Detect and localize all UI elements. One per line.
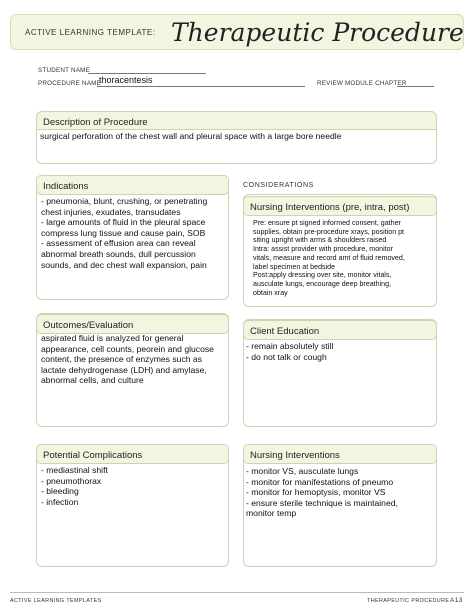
indications-list	[41, 196, 228, 270]
list-item: siting upright with arms & shoulders raised	[253, 236, 387, 245]
list-item: - remain absolutely still	[246, 341, 334, 351]
list-item: content, the presence of enzymes such as	[41, 354, 202, 365]
nursing-pre-heading-text: Nursing Interventions (pre, intra, post)	[250, 202, 410, 213]
template-prefix: ACTIVE LEARNING TEMPLATE:	[25, 28, 156, 37]
review-chapter-field[interactable]	[397, 86, 434, 87]
student-name-label: STUDENT NAME	[38, 67, 90, 74]
client-education-heading-text: Client Education	[250, 326, 320, 337]
nursing-interventions-list	[246, 466, 434, 519]
list-item: Pre: ensure pt signed informed consent, gather	[253, 219, 401, 227]
description-heading-text: Description of Procedure	[43, 117, 148, 128]
page-title: Therapeutic Procedure	[171, 18, 464, 47]
list-item: sounds, and dec chest wall expansion, pain	[41, 259, 207, 270]
list-item: vitals, measure and record amt of fluid removed,	[253, 253, 405, 262]
list-item: - monitor for manifestations of pneumo	[246, 476, 394, 487]
list-item: - pneumonia, blunt, crushing, or penetrating	[41, 196, 208, 206]
description-heading	[36, 111, 437, 130]
list-item: - monitor VS, ausculate lungs	[246, 466, 359, 476]
list-item: supplies, obtain pre-procedure xrays, position pt	[253, 227, 405, 236]
list-item: - do not talk or cough	[246, 351, 327, 362]
list-item: chest injuries, exudates, transudates	[41, 206, 181, 217]
outcomes-list	[41, 333, 228, 386]
complications-list	[41, 465, 228, 507]
footer-right: THERAPEUTIC PROCEDURE	[367, 598, 450, 604]
procedure-name-value: thoracentesis	[99, 75, 153, 85]
client-education-list	[246, 341, 434, 362]
review-chapter-label: REVIEW MODULE CHAPTER	[317, 80, 407, 87]
list-item: obtain xray	[253, 288, 288, 297]
indications-heading-text: Indications	[43, 181, 89, 192]
list-item: ausculate lungs, encourage deep breathing,	[253, 279, 392, 288]
description-text: surgical perforation of the chest wall and pleural space with a large bore needle	[40, 131, 342, 141]
page-number: A13	[450, 597, 463, 604]
nursing-pre-list	[253, 219, 435, 297]
procedure-name-label: PROCEDURE NAME	[38, 80, 101, 87]
nursing-interventions-heading-text: Nursing Interventions	[250, 450, 340, 461]
outcomes-heading-text: Outcomes/Evaluation	[43, 320, 134, 331]
footer-left: ACTIVE LEARNING TEMPLATES	[10, 598, 102, 604]
list-item: - large amounts of fluid in the pleural space	[41, 217, 206, 228]
list-item: - monitor for hemoptysis, monitor VS	[246, 487, 386, 498]
header-bar	[10, 14, 464, 50]
list-item: - ensure sterile technique is maintained,	[246, 497, 398, 508]
list-item: - bleeding	[41, 486, 79, 497]
list-item: Intra: assist provider with procedure, monitor	[253, 245, 393, 254]
indications-heading	[36, 175, 229, 195]
procedure-name-field[interactable]	[97, 86, 305, 87]
list-item: - pneumothorax	[41, 475, 102, 486]
nursing-pre-heading	[243, 196, 437, 216]
list-item: abnormal cells, and culture	[41, 375, 144, 386]
list-item: - infection	[41, 496, 79, 507]
list-item: abnormal breath sounds, dull percussion	[41, 248, 196, 259]
complications-heading	[36, 444, 229, 464]
list-item: compress lung tissue and cause pain, SOB	[41, 227, 206, 238]
list-item: monitor temp	[246, 508, 297, 519]
list-item: lactate dehydrogenase (LDH) and amylase,	[41, 364, 207, 375]
list-item: label specimen at bedside	[253, 262, 336, 271]
complications-heading-text: Potential Complications	[43, 450, 143, 461]
list-item: appearance, cell counts, peorein and glucose	[41, 343, 214, 354]
outcomes-heading	[36, 314, 229, 334]
client-education-heading	[243, 320, 437, 340]
student-name-field[interactable]	[88, 73, 206, 74]
list-item: aspirated fluid is analyzed for general	[41, 333, 184, 343]
list-item: Post:apply dressing over site, monitor vitals,	[253, 271, 392, 280]
list-item: - assessment of effusion area can reveal	[41, 238, 196, 249]
footer-divider	[10, 592, 464, 593]
nursing-interventions-heading	[243, 444, 437, 464]
list-item: - mediastinal shift	[41, 465, 108, 475]
considerations-label: CONSIDERATIONS	[243, 182, 314, 189]
